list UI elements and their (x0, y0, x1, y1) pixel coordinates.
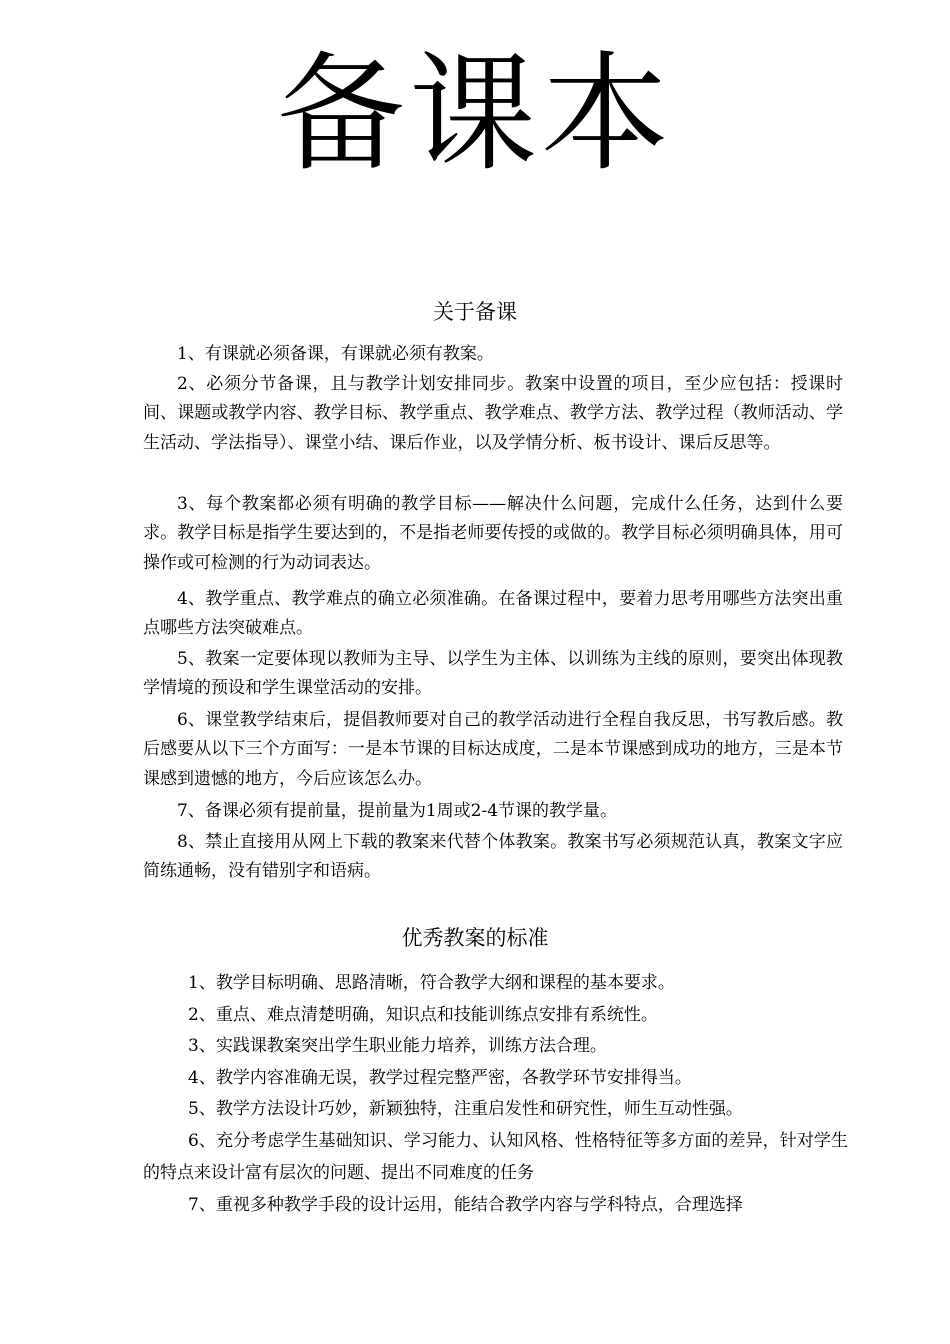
standard-item-3: 3、实践课教案突出学生职业能力培养，训练方法合理。 (188, 1036, 607, 1056)
paragraph-8: 8、禁止直接用从网上下载的教案来代替个体教案。教案书写必须规范认真，教案文字应简练通畅，没有错别字和语病。 (143, 832, 843, 882)
paragraph-7: 7、备课必须有提前量，提前量为1周或2-4节课的教学量。 (177, 801, 618, 821)
section-title-about-lesson-prep: 关于备课 (433, 300, 517, 324)
section-title-excellent-plan-standards: 优秀教案的标准 (401, 926, 549, 950)
standard-item-1: 1、教学目标明确、思路清晰，符合教学大纲和课程的基本要求。 (188, 973, 675, 993)
paragraph-3: 3、每个教案都必须有明确的教学目标——解决什么问题，完成什么任务，达到什么要求。教学目标是指学生要达到的，不是指老师要传授的或做的。教学目标必须明确具体，用可操作或可检测的行为动词表达。 (143, 494, 843, 573)
standard-item-2: 2、重点、难点清楚明确，知识点和技能训练点安排有系统性。 (188, 1005, 658, 1025)
standard-item-4: 4、教学内容准确无误，教学过程完整严密，各教学环节安排得当。 (188, 1068, 692, 1088)
paragraph-2: 2、必须分节备课，且与教学计划安排同步。教案中设置的项目，至少应包括：授课时间、课题或教学内容、教学目标、教学重点、教学难点、教学方法、教学过程（教师活动、学生活动、学法指导）、课堂小结、课后作业，以及学情分析、板书设计、课后反思等。 (143, 374, 843, 453)
document-title: 备课本 (276, 40, 673, 189)
paragraph-1: 1、有课就必须备课，有课就必须有教案。 (177, 344, 494, 364)
paragraph-4: 4、教学重点、教学难点的确立必须准确。在备课过程中，要着力思考用哪些方法突出重点哪些方法突破难点。 (143, 589, 843, 639)
paragraph-5: 5、教案一定要体现以教师为主导、以学生为主体、以训练为主线的原则，要突出体现教学情境的预设和学生课堂活动的安排。 (143, 649, 843, 699)
standard-item-6: 6、充分考虑学生基础知识、学习能力、认知风格、性格特征等多方面的差异，针对学生的特点来设计富有层次的问题、提出不同难度的任务 (143, 1131, 848, 1183)
paragraph-6: 6、课堂教学结束后，提倡教师要对自己的教学活动进行全程自我反思，书写教后感。教后感要从以下三个方面写：一是本节课的目标达成度，二是本节课感到成功的地方，三是本节课感到遗憾的地方，今后应该怎么办。 (143, 710, 843, 789)
standard-item-5: 5、教学方法设计巧妙，新颖独特，注重启发性和研究性，师生互动性强。 (188, 1099, 743, 1119)
standard-item-7: 7、重视多种教学手段的设计运用，能结合教学内容与学科特点，合理选择 (188, 1195, 743, 1215)
